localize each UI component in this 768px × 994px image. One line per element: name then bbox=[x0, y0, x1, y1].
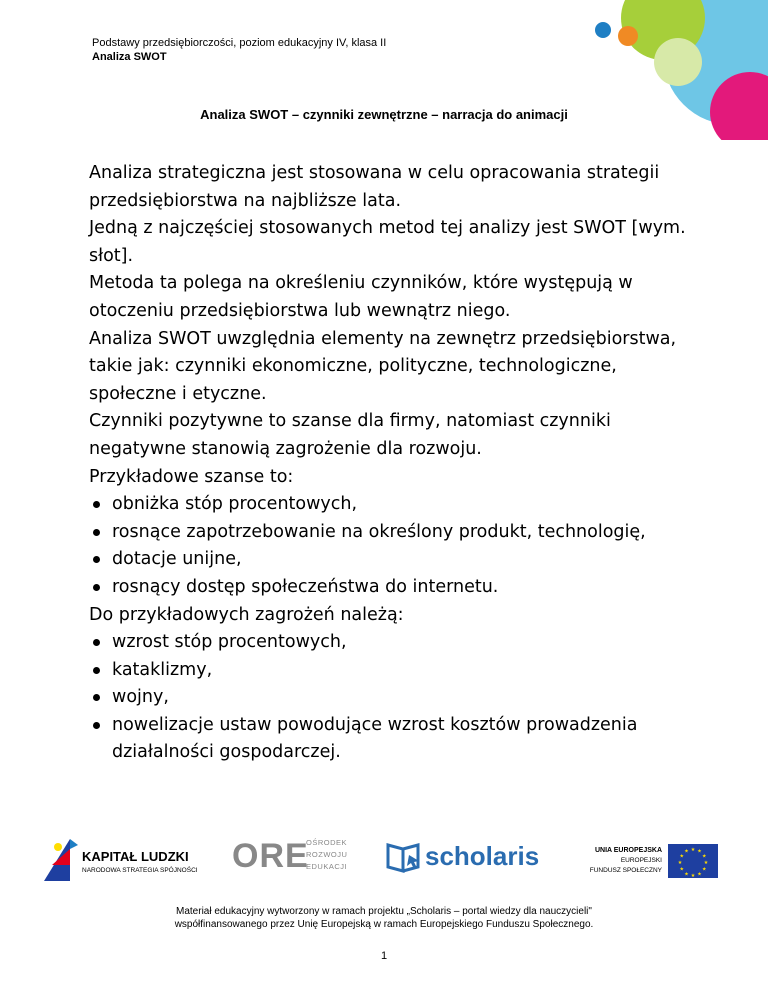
list-item-text: rosnące zapotrzebowanie na określony produkt, technologię, bbox=[112, 521, 646, 542]
list-item-text: wzrost stóp procentowych, bbox=[112, 632, 347, 653]
eu-fund-text bbox=[572, 846, 662, 876]
bullet-icon bbox=[93, 584, 100, 591]
page-number: 1 bbox=[380, 950, 388, 962]
bullet-icon bbox=[93, 501, 100, 508]
list-item-text: kataklizmy, bbox=[112, 659, 213, 680]
document-header bbox=[92, 36, 386, 64]
document-body bbox=[89, 160, 689, 767]
page-title: Analiza SWOT – czynniki zewnętrzne – narracja do animacji bbox=[200, 107, 568, 122]
list-item bbox=[89, 684, 689, 712]
document-header-title: Podstawy przedsiębiorczości, poziom edukacyjny IV, klasa II bbox=[92, 37, 387, 49]
svg-text:★: ★ bbox=[690, 847, 696, 853]
opportunities-intro: Przykładowe szanse to: bbox=[89, 466, 294, 487]
ore-line1: OŚRODEK bbox=[306, 838, 348, 847]
paragraph: Jedną z najczęściej stosowanych metod tej analizy jest SWOT [wym. słot]. bbox=[89, 218, 686, 266]
eu-line1: UNIA EUROPEJSKA bbox=[594, 847, 662, 854]
list-item-text: rosnący dostęp społeczeństwa do internetu. bbox=[112, 576, 499, 597]
eu-line3: FUNDUSZ SPOŁECZNY bbox=[589, 867, 662, 874]
bullet-icon bbox=[93, 556, 100, 563]
svg-text:★: ★ bbox=[679, 853, 685, 860]
kapital-ludzki-subtitle: NARODOWA STRATEGIA SPÓJNOŚCI bbox=[82, 867, 198, 874]
list-item bbox=[89, 574, 689, 602]
document-header-subtitle: Analiza SWOT bbox=[92, 51, 167, 63]
ore-line3: EDUKACJI bbox=[306, 862, 348, 871]
footer bbox=[0, 905, 768, 931]
svg-text:★: ★ bbox=[701, 866, 707, 873]
threats-intro: Do przykładowych zagrożeń należą: bbox=[89, 604, 404, 625]
list-item bbox=[89, 712, 689, 767]
ore-line2: ROZWOJU bbox=[306, 850, 348, 859]
kapital-ludzki-title: KAPITAŁ LUDZKI bbox=[82, 849, 189, 864]
deco-circle-light-green bbox=[654, 38, 702, 86]
list-item bbox=[89, 546, 689, 574]
logo-bar bbox=[0, 835, 768, 885]
scholaris-book-icon bbox=[385, 839, 425, 875]
paragraph: Czynniki pozytywne to szanse dla firmy, natomiast czynniki negatywne stanowią zagrożenie dla rozwoju. bbox=[89, 411, 611, 459]
svg-text:★: ★ bbox=[679, 866, 685, 873]
list-item bbox=[89, 491, 689, 519]
bullet-icon bbox=[93, 639, 100, 646]
scholaris-name: scholaris bbox=[425, 841, 540, 871]
kapital-ludzki-emblem-icon bbox=[40, 835, 80, 883]
footer-line2: współfinansowanego przez Unię Europejską w ramach Europejskiego Funduszu Społecznego. bbox=[174, 919, 594, 930]
eu-flag-icon bbox=[668, 844, 718, 878]
bullet-icon bbox=[93, 529, 100, 536]
list-item-text: dotacje unijne, bbox=[112, 549, 242, 570]
threats-list bbox=[89, 629, 689, 767]
bullet-icon bbox=[93, 694, 100, 701]
paragraph: Analiza strategiczna jest stosowana w celu opracowania strategii przedsiębiorstwa na najbliższe lata. bbox=[89, 163, 660, 211]
bullet-icon bbox=[93, 722, 100, 729]
list-item bbox=[89, 657, 689, 685]
ore-fullname bbox=[306, 837, 347, 873]
svg-text:★: ★ bbox=[684, 848, 689, 855]
list-item bbox=[89, 629, 689, 657]
ore-acronym: ORE bbox=[232, 837, 309, 875]
svg-text:★: ★ bbox=[697, 871, 702, 878]
svg-text:★: ★ bbox=[697, 848, 702, 855]
svg-text:★: ★ bbox=[690, 873, 696, 878]
list-item bbox=[89, 519, 689, 547]
list-item-text: wojny, bbox=[112, 687, 169, 708]
eu-line2: EUROPEJSKI bbox=[620, 857, 662, 864]
list-item-text: nowelizacje ustaw powodujące wzrost kosztów prowadzenia działalności gospodarczej. bbox=[112, 714, 638, 763]
paragraph: Metoda ta polega na określeniu czynników, które występują w otoczeniu przedsiębiorstwa lub wewnątrz niego. bbox=[89, 273, 633, 321]
deco-circle-blue bbox=[595, 22, 611, 38]
footer-line1: Materiał edukacyjny wytworzony w ramach projektu „Scholaris – portal wiedzy dla nauczycieli" bbox=[176, 906, 592, 917]
svg-text:★: ★ bbox=[703, 860, 709, 866]
paragraph: Analiza SWOT uwzględnia elementy na zewnętrz przedsiębiorstwa, takie jak: czynniki ekonomiczne, polityczne, technologiczne, społeczne i etyczne. bbox=[89, 328, 677, 404]
svg-text:★: ★ bbox=[684, 871, 689, 878]
svg-text:★: ★ bbox=[701, 853, 707, 860]
list-item-text: obniżka stóp procentowych, bbox=[112, 494, 358, 515]
svg-text:★: ★ bbox=[677, 860, 683, 866]
deco-circle-orange bbox=[618, 26, 638, 46]
opportunities-list bbox=[89, 491, 689, 601]
bullet-icon bbox=[93, 667, 100, 674]
